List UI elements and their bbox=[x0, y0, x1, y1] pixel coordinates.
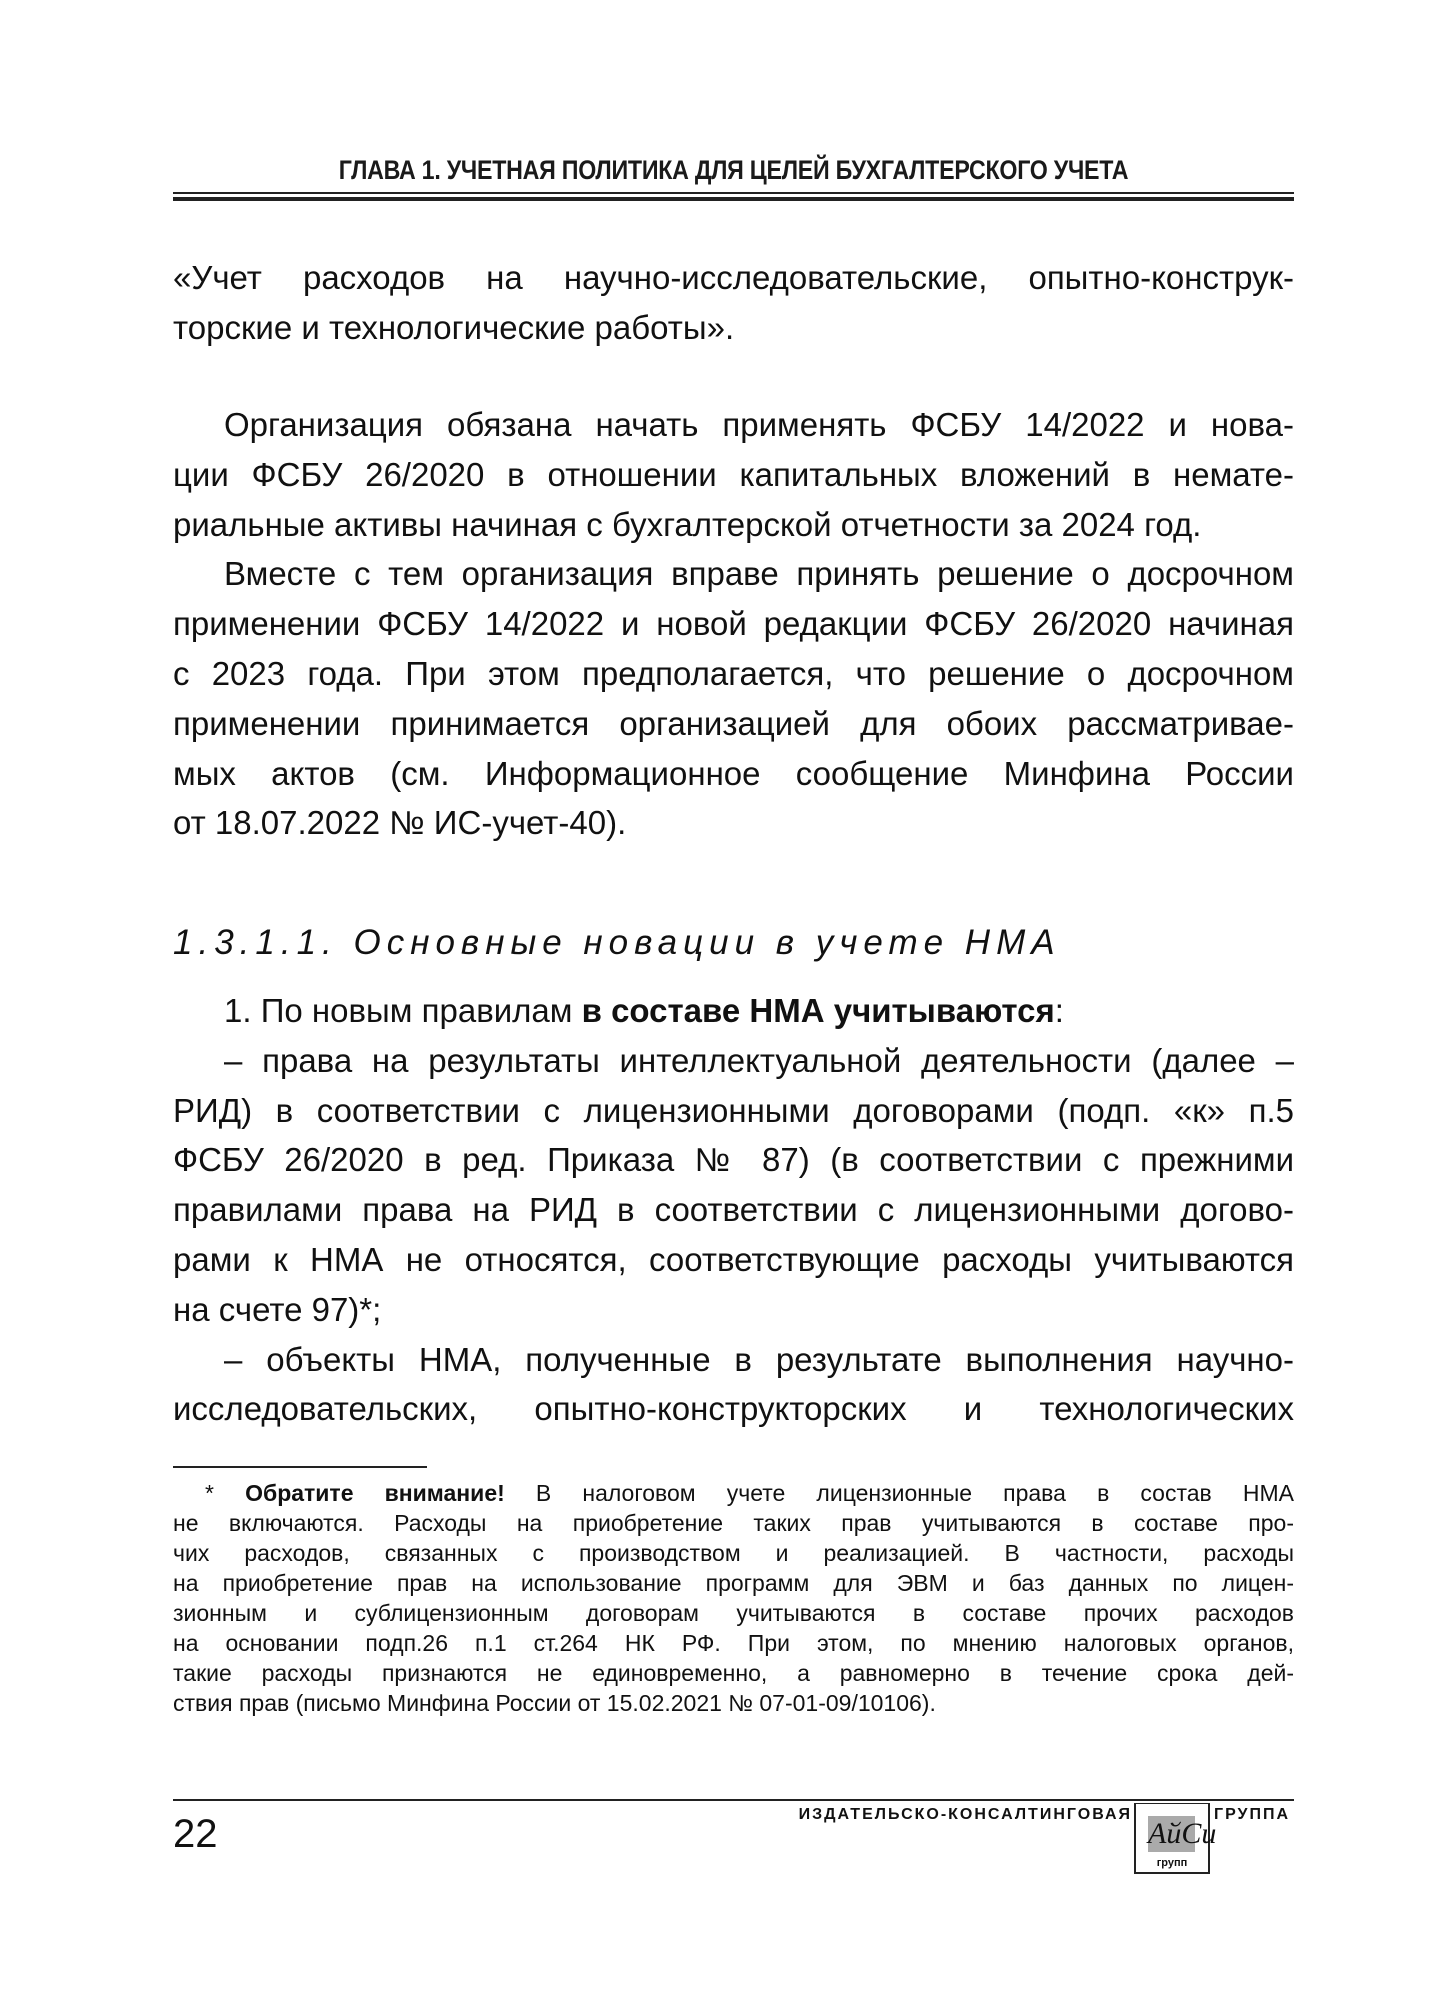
text: 1. По новым правилам bbox=[224, 992, 582, 1029]
publisher-name-right: ГРУППА bbox=[1214, 1806, 1291, 1823]
text-line: правилами права на РИД в соответствии с лицензионными догово- bbox=[173, 1191, 1294, 1229]
text-line: «Учет расходов на научно-исследовательские, опытно-конструк- bbox=[173, 259, 1294, 296]
footnote-line: такие расходы признаются не единовременно, а равномерно в течение срока дей- bbox=[173, 1660, 1294, 1686]
logo-word: групп bbox=[1156, 1857, 1188, 1869]
text-line: торские и технологические работы». bbox=[173, 308, 735, 346]
text-line: Вместе с тем организация вправе принять решение о досрочном bbox=[224, 555, 1294, 593]
text-line: мых актов (см. Информационное сообщение Минфина России bbox=[173, 754, 1294, 792]
footnote-line: на приобретение прав на использование программ для ЭВМ и баз данных по лицен- bbox=[173, 1570, 1294, 1596]
footnote-line: зионным и сублицензионным договорам учитываются в составе прочих расходов bbox=[173, 1600, 1294, 1626]
text-line: применении принимается организацией для обоих рассматривае- bbox=[173, 704, 1294, 742]
bold-text: в составе НМА учитываются bbox=[581, 992, 1055, 1029]
footnote-marker: * bbox=[205, 1480, 246, 1506]
text: : bbox=[1054, 992, 1064, 1029]
logo-letters: АйСи bbox=[1148, 1817, 1217, 1850]
page-number: 22 bbox=[173, 1812, 218, 1856]
text-line: ФСБУ 26/2020 в ред. Приказа № 87) (в соответствии с прежними bbox=[173, 1141, 1294, 1179]
text-line: с 2023 года. При этом предполагается, что решение о досрочном bbox=[173, 654, 1294, 692]
paragraph-1 bbox=[173, 253, 1294, 353]
footnote-line bbox=[173, 1478, 1294, 1508]
text-line: – права на результаты интеллектуальной деятельности (далее – bbox=[224, 1041, 1294, 1079]
text-line: исследовательских, опытно-конструкторских и технологических bbox=[173, 1390, 1294, 1428]
paragraph-2 bbox=[173, 400, 1294, 848]
text-line: – объекты НМА, полученные в результате выполнения научно- bbox=[224, 1340, 1294, 1378]
text-line: Организация обязана начать применять ФСБУ 14/2022 и нова- bbox=[224, 406, 1294, 443]
footnote-line: ствия прав (письмо Минфина России от 15.02.2021 № 07-01-09/10106). bbox=[173, 1690, 936, 1716]
text-line: рами к НМА не относятся, соответствующие расходы учитываются bbox=[173, 1240, 1294, 1278]
publisher-name-left: ИЗДАТЕЛЬСКО-КОНСАЛТИНГОВАЯ bbox=[798, 1806, 1132, 1823]
section-heading: 1.3.1.1. Основные новации в учете НМА bbox=[173, 923, 1061, 962]
publisher-logo bbox=[1134, 1803, 1217, 1874]
text-line: ции ФСБУ 26/2020 в отношении капитальных вложений в немате- bbox=[173, 455, 1294, 493]
text-line: риальные активы начиная с бухгалтерской отчетности за 2024 год. bbox=[173, 505, 1202, 543]
footnote bbox=[173, 1478, 1294, 1718]
header-double-rule bbox=[173, 192, 1294, 203]
footnote-line: на основании подп.26 п.1 ст.264 НК РФ. При этом, по мнению налоговых органов, bbox=[173, 1630, 1294, 1656]
list-block bbox=[173, 986, 1294, 1434]
bold-text: Обратите внимание! bbox=[245, 1480, 505, 1506]
list-item-1 bbox=[173, 986, 1294, 1036]
footnote-line: не включаются. Расходы на приобретение таких прав учитываются в составе про- bbox=[173, 1510, 1294, 1536]
text: В налоговом учете лицензионные права в состав НМА bbox=[504, 1480, 1294, 1506]
footer-rule bbox=[173, 1799, 1294, 1801]
footnote-rule bbox=[173, 1466, 427, 1468]
text-line: РИД) в соответствии с лицензионными договорами (подп. «к» п.5 bbox=[173, 1091, 1294, 1129]
text-line: на счете 97)*; bbox=[173, 1290, 382, 1328]
text-line: от 18.07.2022 № ИС-учет-40). bbox=[173, 804, 627, 842]
text-line: применении ФСБУ 14/2022 и новой редакции ФСБУ 26/2020 начиная bbox=[173, 605, 1294, 643]
running-header: ГЛАВА 1. УЧЕТНАЯ ПОЛИТИКА ДЛЯ ЦЕЛЕЙ БУХГАЛТЕРСКОГО УЧЕТА bbox=[338, 155, 1129, 185]
footnote-line: чих расходов, связанных с производством и реализацией. В частности, расходы bbox=[173, 1540, 1294, 1566]
